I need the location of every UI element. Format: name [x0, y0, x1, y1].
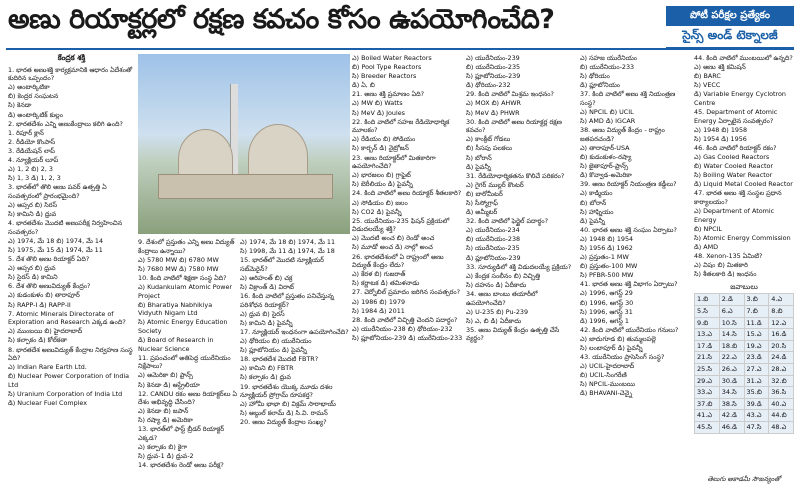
question-line: 16. కింది వాటిలో ప్రస్తుతం పనిచేస్తున్న పరిశోధన రియాక్టర్? — [240, 292, 335, 309]
question-line: బి) బారోమీటర్ — [466, 189, 503, 198]
question-line: బి) Water Cooled Reactor — [694, 162, 774, 171]
question-line: ఎ) భారజలం బి) గ్రాఫైట్ — [352, 171, 411, 180]
column-2 — [138, 238, 238, 489]
question-line: సి) Uranium Corporation of India Ltd — [8, 389, 123, 398]
section-badge — [666, 6, 794, 49]
question-line: ఎ) కుడంకుళం బి) తారాపూర్ — [8, 291, 80, 300]
answer-cell: 48.ఎ — [769, 421, 794, 433]
answer-cell: 26.ఎ — [719, 364, 744, 376]
question-line: డి) Variable Energy Cyclotron Centre — [694, 90, 786, 107]
question-line: సి) ప్లూటోనియం డి) పైవన్నీ — [240, 346, 307, 355]
question-line: 3. భారత్‌లో తొలి అణు పవర్ ఉత్పత్తి ఏ సంవత్సరంలో ప్రారంభమైంది? — [8, 183, 107, 200]
question-line: సి) CO2 డి) పైవన్నీ — [352, 207, 402, 216]
question-line: బి) కెంద్రర సంఘటన — [8, 92, 59, 101]
answer-cell: 38.సి — [719, 398, 744, 410]
badge-bottom: సైన్స్ అండ్ టెక్నాలజీ — [666, 26, 794, 49]
answer-cell: 1.బి — [695, 294, 720, 306]
question-line: 23. అణు రియాక్టర్‌లో మితకారిగా ఉపయోగించేది? — [352, 153, 436, 171]
question-line: బి) NPCIL — [694, 224, 722, 233]
answers-table — [694, 293, 794, 433]
answer-cell: 40.ఎ — [769, 398, 794, 410]
question-line: ఎ) సోడియం బి) జలం — [352, 198, 408, 207]
answer-cell: 7.బి — [744, 306, 769, 318]
question-line: ఎ) 1, 2 బి) 2, 3 — [8, 165, 53, 174]
question-line: ఎ) యురేనియం-238 బి) థోరియం-232 — [352, 324, 453, 333]
question-line: ఎ) కామిని బి) FBTR — [240, 364, 294, 373]
question-line: 4. న్యూక్లియర్ లూప్ — [8, 156, 59, 165]
answer-cell: 23.డి — [744, 352, 769, 364]
question-line: 18. భారతదేశ మొదటి FBTR? — [240, 355, 319, 364]
answer-cell: 34.సి — [719, 387, 744, 399]
question-line: ఎ) తారాపూర్-USA — [580, 143, 630, 152]
answer-cell: 30.డి — [719, 375, 744, 387]
question-line: ఎ) కేరళ బి) గుజరాత్ — [352, 270, 406, 279]
question-line: ఎ) కల్పాకం బి) కైగా — [138, 443, 188, 452]
question-line: 28. కింది వాటిలో విచ్ఛిత్తి చెందని పదార్థం? — [352, 315, 458, 324]
answer-cell: 18.బి — [719, 340, 744, 352]
question-line: బి) Bharatiya Nabhikiya Vidyuth Nigam Ltd — [138, 300, 213, 318]
question-line: సి) దహనం డి) ఏదీకాదు — [466, 280, 527, 289]
question-line: ఎ) అమెరికా బి) ఫ్రాన్స్ — [138, 371, 193, 380]
column-5-text — [466, 54, 578, 343]
question-line: డి) Board of Research in Nuclear Science — [138, 336, 214, 353]
question-line: డి) అమ్మీటర్ — [466, 208, 498, 217]
question-line: డి) అంటార్కిటిక్ కుల్లం — [8, 110, 63, 119]
question-line: సి) 7680 MW డి) 7580 MW — [138, 264, 219, 273]
question-line: సి) జైతాపూర్-ఫ్రాన్స్ — [580, 162, 629, 171]
column-1-text — [8, 66, 135, 408]
answer-cell: 20.సి — [769, 340, 794, 352]
question-line: డి) ప్లూటోనియం-239 — [466, 253, 521, 262]
answer-cell: 9.బి — [695, 317, 720, 329]
answer-cell: 22.ఎ — [719, 352, 744, 364]
question-line: బి) యురేనియం-235 — [466, 63, 521, 72]
question-line: సి) 1, 3 డి) 1, 2, 3 — [8, 174, 61, 183]
answers-title: జవాబులు — [730, 282, 758, 291]
question-line: 1. రిపూర్ క్లాన్ — [8, 128, 44, 137]
question-line: సి) కామిని డి) పైవన్నీ — [240, 318, 293, 327]
column-1 — [8, 54, 135, 489]
question-line: 2. రీడియో కొంపాస్ — [8, 137, 56, 146]
question-line: 10. కింది వాటిలో శిక్షణా సంస్థ ఏది? — [138, 273, 227, 282]
question-line: సి) థోరియం — [580, 72, 610, 81]
question-line: ఎ) అంటార్కిటికా — [8, 83, 50, 92]
question-line: సి) బెరీలియం డి) పైవన్నీ — [352, 180, 413, 189]
answer-cell: 44.బి — [769, 410, 794, 422]
question-line: సి) కెనడా డి) ఆస్ట్రేలియా — [138, 380, 200, 389]
question-line: డి) ఏ, బి — [352, 81, 375, 90]
question-line: 34. అణు బాంబు తయారీలో ఉపయోగించేది? — [466, 289, 538, 307]
question-line: 42. కింది వాటిలో యురేనియం గనులు? — [580, 325, 679, 334]
question-line: ఎ) కాడ్మియం — [580, 189, 613, 198]
question-line: 24. కింది వాటిలో అణు రియాక్టర్ శీతలకారి? — [352, 189, 462, 198]
column-7 — [694, 54, 794, 489]
question-line: 13. భారత్‌లో ఫాస్ట్ బ్రీడర్ రియాక్టర్ ఎక్కడ? — [138, 425, 225, 443]
question-line: సి) కల్పాకం డి) ధ్రువ — [240, 373, 291, 382]
nuclear-plant-photo — [138, 54, 350, 234]
question-line: ఎ) Kudankulam Atomic Power Project — [138, 282, 233, 300]
question-line: ఎ) 1974, మే 18 బి) 1974, మే 14 — [8, 236, 104, 245]
question-line: సి) 1975, మే 15 డి) 1974, మే 11 — [8, 245, 103, 254]
question-line: 25. యురేనియం-235 ఫిషన్ ప్రక్రియలో విడుదలయ్యే శక్తి? — [352, 216, 450, 234]
question-line: ఎ) మొదటి అంచ బి) రెండో అంచ — [352, 234, 435, 243]
question-line: బి) సీసపు పలకలు — [466, 144, 512, 153]
question-line: ఎ) MOX బి) AHWR — [466, 99, 522, 108]
question-line: ఎ) 1986 బి) 1979 — [352, 297, 406, 306]
question-line: బి) UCIL-సింగరేణి — [580, 371, 627, 380]
answer-cell: 41.ఎ — [695, 410, 720, 422]
answer-cell: 6.ఎ — [719, 306, 744, 318]
answer-cell: 37.బి — [695, 398, 720, 410]
answer-cell: 36.సి — [769, 387, 794, 399]
question-line: 40. భారత అణు శక్తి సంఘం ఏర్పాటు? — [580, 225, 677, 234]
question-line: 20. అణు విద్యుత్ కేంద్రాల సంఖ్య? — [240, 418, 327, 427]
question-line: డి) Liquid Metal Cooled Reactor — [694, 180, 793, 189]
column-6 — [580, 54, 692, 489]
question-line: సి) ప్లూటోనియం-239 — [466, 72, 521, 81]
question-line: ఎ) Boiled Water Reactors — [352, 54, 432, 62]
answers-row — [695, 364, 794, 376]
question-line: సి) మూడో అంచ డి) నాల్గో అంచ — [352, 243, 433, 252]
question-line: సి) రష్యా డి) అమెరికా — [138, 416, 193, 425]
question-line: సి) Atomic Energy Education Society — [138, 318, 228, 335]
question-line: బి) Nuclear Power Corporation of India Ltd — [8, 372, 130, 389]
question-line: 48. Xenon-135 ఏమిటి? — [694, 252, 763, 261]
question-line: ఎ) Indian Rare Earth Ltd. — [8, 363, 87, 372]
answer-cell: 13.ఎ — [695, 329, 720, 341]
question-line: 12. CANDU రకం అణు రియాక్టర్‌లు ఏ దేశం అభివృద్ధి చేసింది? — [138, 389, 238, 407]
answer-cell: 33.ఎ — [695, 387, 720, 399]
question-line: సి) కర్ణాటక డి) తమిళనాడు — [352, 279, 420, 288]
question-line: 44. కింది వాటిలో ముంబయిలో ఉన్నది? — [694, 54, 793, 62]
question-line: 47. భారత అణు శక్తి సంస్థల ప్రధాన కార్యాలయం? — [694, 189, 782, 206]
question-line: డి) పైవన్నీ — [580, 216, 606, 225]
question-line: 5. దేశ తొలి అణు రియాక్టర్ ఏది? — [8, 255, 90, 264]
answer-cell: 19.ఎ — [744, 340, 769, 352]
answers-row — [695, 387, 794, 399]
question-line: ఎ) MW బి) Watts — [352, 99, 403, 108]
question-line: సి) NPCIL-ముంబయి — [580, 380, 635, 389]
question-line: 1. భారత అణుశక్తి కార్యక్రమానికి ఆధారం ఏదేశంతో కుదిరిన ఒప్పందం? — [8, 65, 133, 83]
question-line: బి) యురేనియం-233 — [580, 63, 635, 72]
question-line: సి) 1984 డి) 2011 — [352, 306, 405, 315]
answer-cell: 32.బి — [769, 375, 794, 387]
question-line: సి) అబ్దుల్ కలామ్ డి) సి.వి. రామన్ — [240, 409, 328, 418]
question-line: ఎ) యురేనియం-234 — [466, 226, 520, 235]
question-line: బి) Pool Type Reactors — [352, 63, 422, 72]
question-line: 8. భారతదేశ అణువిద్యుత్ కేంద్రాల నిర్వహణ సంస్థ ఏది? — [8, 345, 133, 363]
question-line: సి) కెనడా — [8, 101, 32, 110]
question-line: ఎ) జాదుగూడ బి) తుమ్మలపల్లె — [580, 334, 656, 343]
answers-row — [695, 294, 794, 306]
question-line: సి) Breeder Reactors — [352, 72, 417, 81]
column-2-text — [138, 238, 238, 470]
answer-cell: 10.సి — [719, 317, 744, 329]
question-line: సి) సైరస్ డి) కామిని — [8, 273, 58, 282]
answers-row — [695, 340, 794, 352]
question-line: ఎ) అప్సర బి) సిరస్ — [8, 201, 58, 209]
question-line: 19. భారతదేశం యొక్క మూడు దశల న్యూక్లియర్ ప్రోగ్రామ్ రూపకర్త? — [240, 382, 333, 400]
question-line: సి) హాఫ్నియం — [580, 207, 614, 216]
question-line: ఎ) 1948 బి) 1958 — [694, 125, 748, 134]
answer-cell: 43.ఎ — [744, 410, 769, 422]
question-line: డి) BHAVANI-చెన్నై — [580, 389, 633, 398]
answers-row — [695, 421, 794, 433]
question-line: ఎ) యురేనియం-239 — [466, 54, 520, 62]
question-line: సి) లంబాపూర్ డి) పైవన్నీ — [580, 344, 643, 352]
question-line: సి) ఎ, బి డి) ఏదీకాదు — [466, 316, 522, 325]
answers-row — [695, 329, 794, 341]
column-7-text — [694, 54, 794, 279]
question-line: 39. అణు రియాక్టర్ నియంత్రణ కడ్డీలు? — [580, 180, 677, 189]
answer-cell: 4.ఎ — [769, 294, 794, 306]
answer-cell: 5.సి — [695, 306, 720, 318]
question-line: ఎ) హోమీ భాభా బి) విక్రమ్ సారాభాయ్ — [240, 400, 336, 409]
column-6-text — [580, 54, 692, 398]
credit-line: తెలుగు అకాడమీ సౌజన్యంతో — [707, 475, 781, 483]
question-line: ఎ) కేంద్రక సంలీనం బి) విచ్ఛిత్తి — [466, 271, 541, 280]
answer-cell: 17.డి — [695, 340, 720, 352]
question-line: ఎ) అరిహంత్ బి) చక్ర — [240, 273, 293, 282]
question-line: సి) Boiling Water Reactor — [694, 171, 773, 180]
question-line: 29. కింది వాటిలో మిశ్రమ ఇంధనం? — [466, 90, 554, 99]
question-line: సి) 1954 డి) 1956 — [694, 134, 747, 143]
question-line: సి) కల్పాకం డి) కోల్‌కతా — [8, 336, 68, 345]
answer-cell: 47.సి — [744, 421, 769, 433]
question-line: బి) కుడంకుళం-రష్యా — [580, 153, 632, 162]
question-line: సి) యురేనియం-235 — [466, 244, 520, 253]
question-line: ఎ) Gas Cooled Reactors — [694, 153, 770, 162]
question-line: 35. అణు విద్యుత్ కేంద్రం ఉత్పత్తి చేసే వ్యర్థం? — [466, 325, 560, 343]
question-line: 41. భారత అణు శక్తి విభాగం ఏర్పాటు? — [580, 280, 678, 289]
answer-cell: 25.సి — [695, 364, 720, 376]
question-line: ఎ) గైగర్ ముల్లర్ కౌంటర్ — [466, 180, 524, 189]
question-line: సి) 1998, మే 11 డి) 1974, మే 18 — [240, 247, 335, 256]
answer-cell: 12.ఎ — [769, 317, 794, 329]
question-line: ఎ) అణు శక్తి కమిషన్ — [694, 63, 746, 72]
question-line: 46. కింది వాటిలో రియాక్టర్ రకం? — [694, 143, 777, 152]
question-line: ఎ) రేడియం బి) సోడియం — [352, 135, 416, 144]
header-rule — [6, 48, 794, 50]
question-line: 43. యురేనియం ప్రాసెసింగ్ సంస్థ? — [580, 353, 665, 362]
plant-building — [158, 174, 333, 199]
question-line: 3. రేడియేషన్ లాప్ — [8, 146, 55, 155]
question-line: ఎ) U-235 బి) Pu-239 — [466, 307, 529, 316]
question-line: సి) VECC — [694, 81, 721, 90]
question-line: 21. అణు శక్తి ప్రమాణం ఏది? — [352, 90, 425, 99]
question-line: 15. భారత్‌లో మొదటి న్యూక్లియర్ సబ్‌మెరైన్? — [240, 256, 324, 273]
question-line: 26. భారతదేశంలో ఏ రాష్ట్రంలో అణు విద్యుత్ కేంద్రం లేదు? — [352, 252, 444, 270]
question-line: సి) 1996, ఆగస్ట్ 31 — [580, 307, 633, 316]
answer-cell: 42.డి — [719, 410, 744, 422]
question-line: సి) RAPP-I డి) RAPP-II — [8, 300, 71, 309]
question-line: ఎ) థోరియం బి) యురేనియం — [240, 337, 312, 346]
question-line: సి) 1956 డి) 1962 — [580, 243, 633, 252]
question-line: ఎ) ముంబయి బి) హైదరాబాద్ — [8, 327, 83, 336]
question-line: 7. Atomic Minerals Directorate of Exploration and Research ఎక్కడ ఉంది? — [8, 309, 126, 327]
question-line: సి) కామిని డి) ధ్రువ — [8, 210, 57, 219]
question-line: సి) MeV డి) PHWR — [466, 108, 520, 117]
question-line: ఎ) అప్సర బి) ధ్రువ — [8, 264, 56, 273]
question-line: ఎ) 5780 MW బి) 6780 MW — [138, 255, 219, 264]
question-line: 4. భారతదేశం మొదటి అణుపరీక్ష నిర్వహించిన సంవత్సరం? — [8, 219, 123, 236]
question-line: 31. రేడియోధార్మికతను కొలిచే పరికరం? — [466, 171, 565, 180]
answer-cell: 2.డి — [719, 294, 744, 306]
question-line: ఎ) కెనడా బి) జపాన్ — [138, 407, 189, 416]
answer-cell: 39.డి — [744, 398, 769, 410]
question-line: 17. న్యూక్లియర్ ఇంధనంగా ఉపయోగించేది? — [240, 327, 349, 336]
question-line: సి) AMD డి) IGCAR — [580, 117, 636, 126]
question-line: సి) ధ్రువ-1 డి) ధ్రువ-2 — [138, 452, 194, 461]
question-line: 9. దేశంలో ప్రస్తుతం ఎన్ని అణు విద్యుత్ కేంద్రాలు ఉన్నాయి? — [138, 238, 235, 255]
question-line: సి) ప్లూటోనియం-239 డి) యురేనియం-233 — [352, 333, 463, 342]
answer-cell: 3.బి — [744, 294, 769, 306]
question-line: డి) ప్లూటోనియం — [580, 81, 621, 90]
column-4-text — [352, 54, 464, 343]
answers-row — [695, 398, 794, 410]
answers-row — [695, 352, 794, 364]
column-4 — [352, 54, 464, 489]
answers-row — [695, 410, 794, 422]
question-line: సి) శీతలకారి డి) ఇంధనం — [694, 270, 757, 279]
column-5 — [466, 54, 578, 489]
question-line: సి) బోరాన్ — [466, 153, 492, 162]
answer-cell: 8.బి — [769, 306, 794, 318]
column-3 — [240, 238, 350, 489]
question-line: డి) థోరియం-232 — [466, 81, 511, 90]
author-byline: కేంద్రక శక్తి — [57, 54, 86, 62]
question-line: ఎ) సహజ యురేనియం — [580, 54, 638, 62]
question-line: డి) AMD — [694, 242, 719, 251]
question-line: 6. దేశ తొలి అణువిద్యుత్ కేంద్రం? — [8, 282, 91, 291]
question-line: 32. కింది వాటిలో ఫెర్టైల్ పదార్థం? — [466, 217, 549, 226]
question-line: డి) కొవ్వాడ-అమెరికా — [580, 171, 632, 180]
question-line: ఎ) విషం బి) మితకారి — [694, 261, 748, 270]
question-line: 33. సూర్యుడిలో శక్తి విడుదలయ్యే ప్రక్రియ? — [466, 262, 572, 271]
question-line: ఎ) NPCIL బి) UCIL — [580, 108, 634, 117]
question-line: 38. అణు విద్యుత్ కేంద్రం - రాష్ట్రం జతపరచండి? — [580, 126, 665, 143]
question-line: ఎ) కాంక్రీట్ గోడలు — [466, 135, 511, 144]
question-line: ఎ) 1948 బి) 1954 — [580, 234, 634, 243]
question-line: బి) BARC — [694, 72, 721, 81]
question-line: సి) విక్రాంత్ డి) విరాట్ — [240, 282, 294, 291]
answers-row — [695, 306, 794, 318]
answer-cell: 35.బి — [744, 387, 769, 399]
question-line: ఎ) UCIL-హైదరాబాద్ — [580, 362, 635, 371]
answer-cell: 16.డి — [769, 329, 794, 341]
question-line: 45. Department of Atomic Energy ఏర్పాటైన సంవత్సరం? — [694, 108, 778, 125]
answers-row — [695, 317, 794, 329]
answer-cell: 15.ఎ — [744, 329, 769, 341]
question-line: ఎ) ధ్రువ బి) సైరస్ — [240, 309, 285, 318]
answer-cell: 11.డి — [744, 317, 769, 329]
question-line: 11. ప్రపంచంలో అతిపెద్ద యురేనియం నిక్షేపాలు? — [138, 353, 231, 371]
question-line: బి) యురేనియం-238 — [466, 235, 521, 244]
answer-cell: 31.ఎ — [744, 375, 769, 387]
question-line: బి) 1996, ఆగస్ట్ 30 — [580, 298, 634, 307]
answer-cell: 46.డి — [719, 421, 744, 433]
answer-cell: 24.డి — [769, 352, 794, 364]
question-line: 2. భారతదేశం ఎన్ని అణుకేంద్రాలు కలిగి ఉంది? — [8, 119, 123, 128]
answer-cell: 27.ఎ — [744, 364, 769, 376]
column-3-text — [240, 238, 350, 427]
badge-top: పోటీ పరీక్షల ప్రత్యేకం — [666, 6, 794, 26]
question-line: 30. కింది వాటిలో అణు రియాక్టర్ల రక్షణ కవచం? — [466, 117, 562, 135]
question-line: ఎ) ప్రస్తుతం-1 MW — [580, 253, 629, 262]
question-line: సి) సీస్మోగ్రాఫ్ — [466, 199, 498, 207]
question-line: సి) MeV డి) Joules — [352, 108, 405, 117]
question-line: ఎ) Department of Atomic Energy — [694, 207, 775, 224]
answer-cell: 45.సి — [695, 421, 720, 433]
headline: అణు రియాక్టర్లలో రక్షణ కవచం కోసం ఉపయోగించేది? — [8, 4, 555, 35]
question-line: బి) బోరాన్ — [580, 198, 607, 207]
question-line: బి) ప్రస్తుతం-100 MW — [580, 262, 638, 271]
answer-cell: 28.ఎ — [769, 364, 794, 376]
answer-cell: 14.సి — [719, 329, 744, 341]
question-line: ఎ) 1996, ఆగస్ట్ 29 — [580, 289, 633, 298]
answer-cell: 29.ఎ — [695, 375, 720, 387]
question-line: సి) Atomic Energy Commission — [694, 233, 791, 242]
answers-row — [695, 375, 794, 387]
question-line: డి) పైవన్నీ — [466, 162, 492, 171]
question-line: డి) Nuclear Fuel Complex — [8, 399, 88, 408]
question-line: 22. కింది వాటిలో సహజ రేడియోధార్మిక మూలకం? — [352, 117, 450, 135]
question-line: సి) కార్బన్ డి) నైట్రోజన్ — [352, 144, 409, 153]
question-line: డి) 1996, ఆగస్ట్ 1 — [580, 316, 629, 325]
answer-cell: 21.సి — [695, 352, 720, 364]
question-line: ఎ) 1974, మే 18 బి) 1974, మే 11 — [240, 238, 336, 246]
question-line: 37. కింది వాటిలో అణు శక్తి నియంత్రణ సంస్థ? — [580, 90, 676, 107]
question-line: 27. చెర్నోబిల్ ప్రమాదం జరిగిన సంవత్సరం? — [352, 288, 461, 297]
question-line: 14. భారతదేశం రెండో అణు పరీక్ష? — [138, 461, 224, 470]
question-line: సి) PFBR-500 MW — [580, 271, 634, 280]
